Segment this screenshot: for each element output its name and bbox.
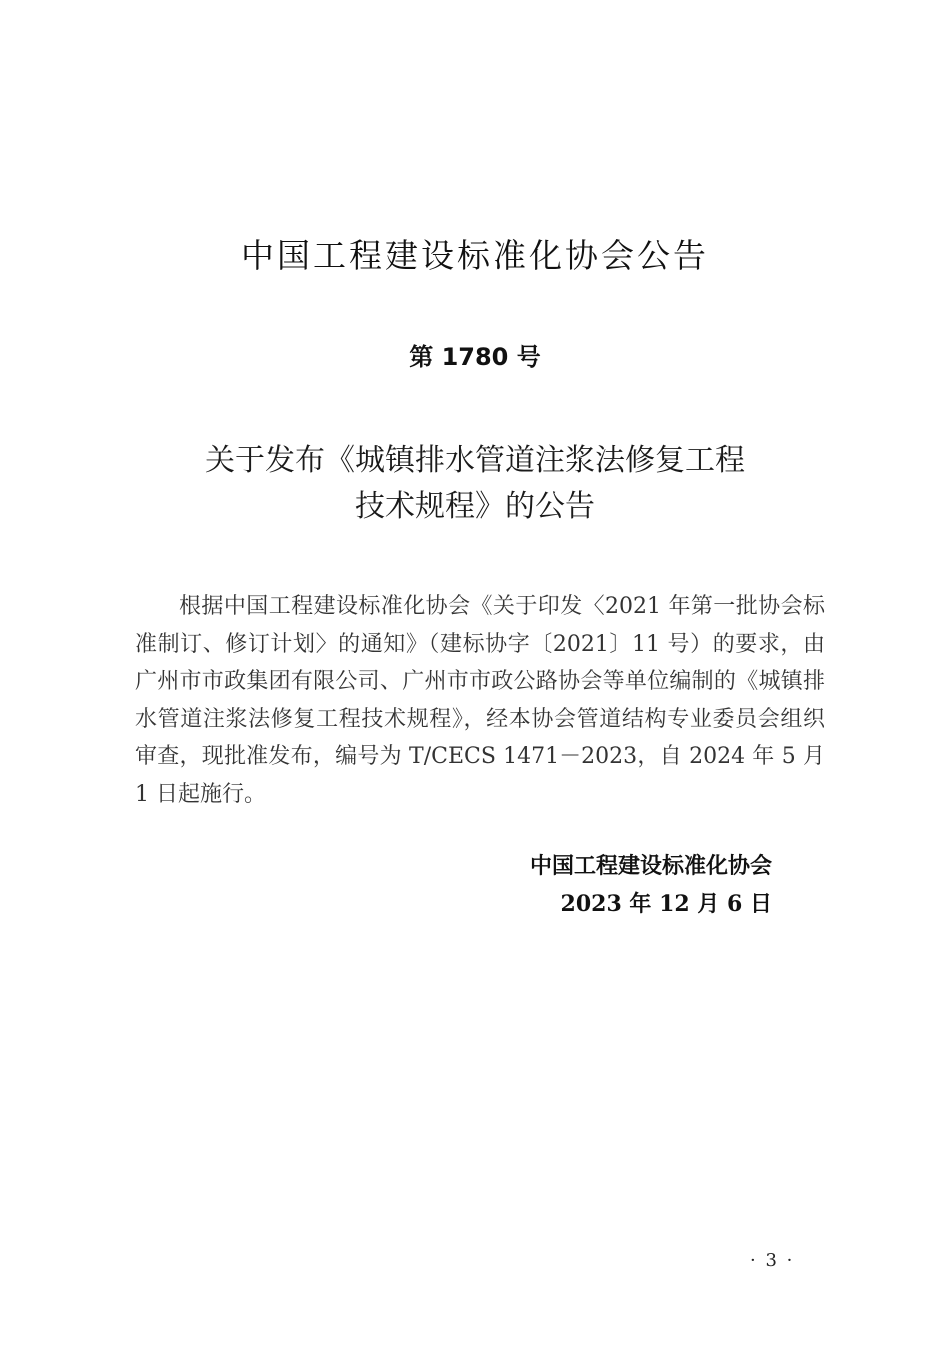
notice-body-paragraph: 根据中国工程建设标准化协会《关于印发〈2021 年第一批协会标准制订、修订计划〉的通知》（建标协字〔2021〕11 号）的要求，由广州市市政集团有限公司、广州市市政公路协会等单位编制的《城镇排水管道注浆法修复工程技术规程》，经本协会管道结构专业委员会组织审查，现批准发布，编号为 T/CECS 1471－2023，自 2024 年 5 月 1 日起施行。 <box>135 594 825 807</box>
signature-date: 2023 年 12 月 6 日 <box>560 891 772 917</box>
page-number: · 3 · <box>750 1250 795 1271</box>
notice-number: 第 1780 号 <box>409 343 541 371</box>
notice-subject-line-1: 关于发布《城镇排水管道注浆法修复工程 <box>205 443 745 478</box>
notice-body <box>135 588 825 813</box>
notice-subject-line-2: 技术规程》的公告 <box>355 489 595 524</box>
notice-subject <box>0 438 950 530</box>
signature-organization: 中国工程建设标准化协会 <box>529 854 772 879</box>
announcement-org-title: 中国工程建设标准化协会公告 <box>241 236 709 275</box>
